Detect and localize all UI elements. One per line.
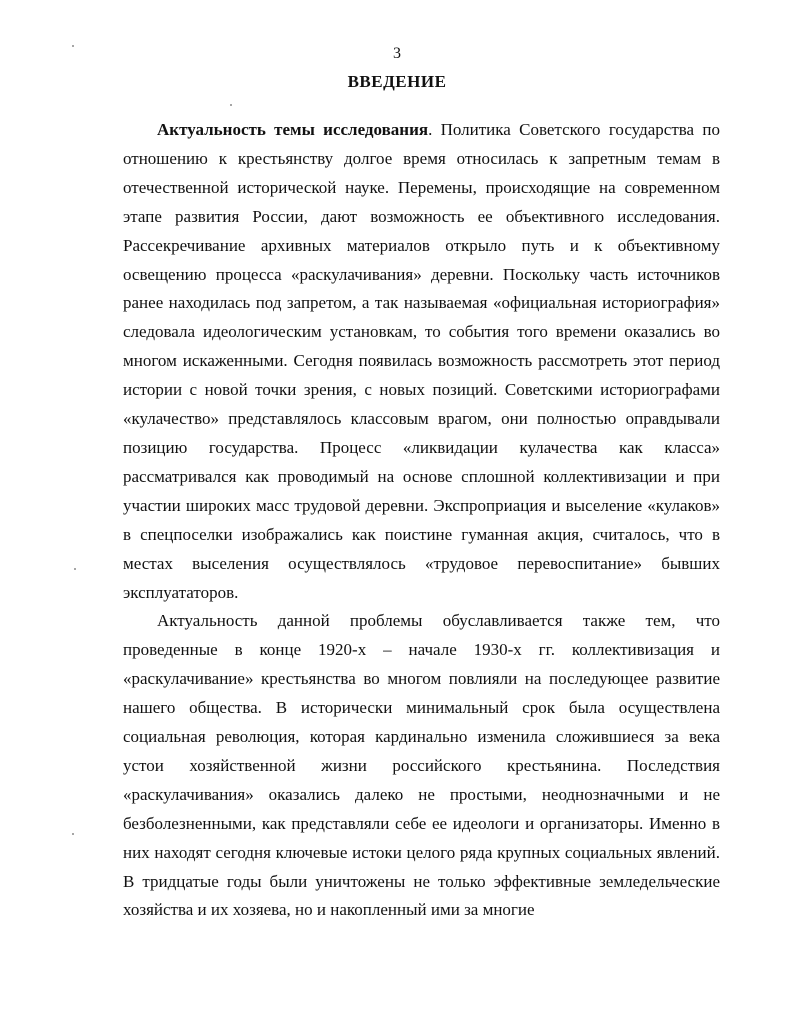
- paragraph-relevance: [123, 116, 720, 607]
- paragraph-text: . Политика Советского государства по отношению к крестьянству долгое время относилась к запретным темам в отечественной исторической науке. Перемены, происходящие на современном этапе развития России, дают возможность ее объективного исследования. Рассекречивание архивных материалов открыло путь и к объективному освещению процесса «раскулачивания» деревни. Поскольку часть источников ранее находилась под запретом, а так называемая «официальная историография» следовала идеологическим установкам, то события того времени оказались во многом искаженными. Сегодня появилась возможность рассмотреть этот период истории с новой точки зрения, с новых позиций. Советскими историографами «кулачество» представлялось классовым врагом, они полностью оправдывали позицию государства. Процесс «ликвидации кулачества как класса» рассматривался как проводимый на основе сплошной коллективизации и при участии широких масс трудовой деревни. Экспроприация и выселение «кулаков» в спецпоселки изображались как поистине гуманная акция, считалось, что в местах выселения осуществлялось «трудовое перевоспитание» бывших эксплуататоров.: [123, 120, 720, 602]
- page-number: 3: [393, 45, 401, 62]
- scan-speck: [72, 45, 74, 47]
- scan-speck: [72, 833, 74, 835]
- body-text: [123, 116, 720, 925]
- section-heading: ВВЕДЕНИЕ: [347, 72, 447, 91]
- paragraph-text: Актуальность данной проблемы обуславливается также тем, что проведенные в конце 1920-х – начале 1930-х гг. коллективизация и «раскулачивание» крестьянства во многом повлияли на последующее развитие нашего общества. В исторически минимальный срок была осуществлена социальная революция, которая кардинально изменила сложившиеся за века устои хозяйственной жизни российского крестьянина. Последствия «раскулачивания» оказались далеко не простыми, неоднозначными и не безболезненными, как представляли себе ее идеологи и организаторы. Именно в них находят сегодня ключевые истоки целого ряда крупных социальных явлений. В тридцатые годы были уничтожены не только эффективные земледельческие хозяйства и их хозяева, но и накопленный ими за многие: [123, 611, 720, 920]
- paragraph-relevance-continued: [123, 607, 720, 925]
- paragraph-lead-title: Актуальность темы исследования: [157, 120, 429, 139]
- scan-speck: [74, 568, 76, 570]
- scan-speck: [230, 104, 232, 106]
